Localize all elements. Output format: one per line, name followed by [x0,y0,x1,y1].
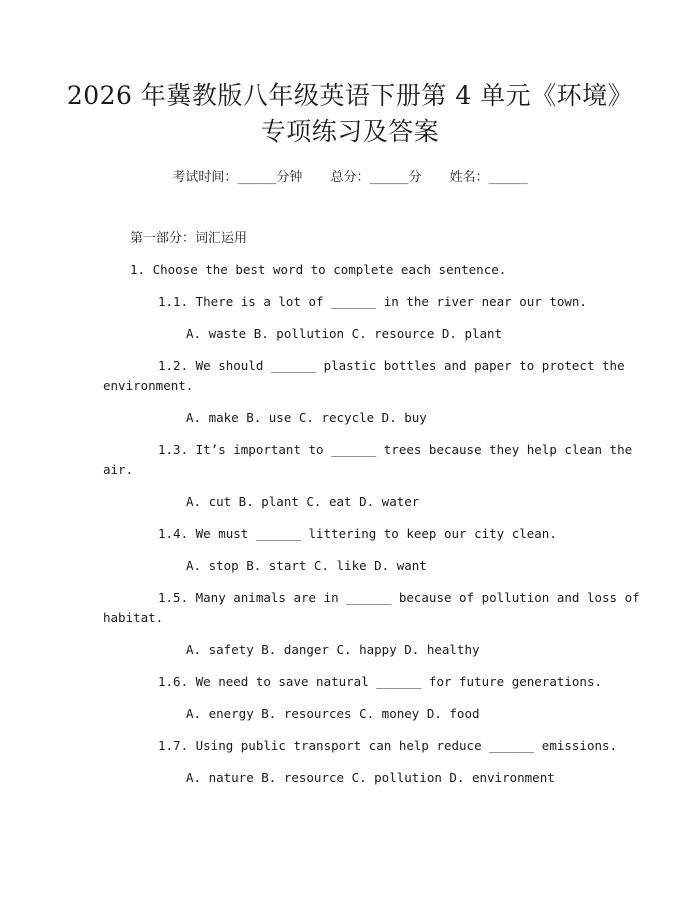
question-item-1-3: 1.3. It’s important to ______ trees because they help clean the [158,442,633,457]
question-item-1-2-continued: environment. [103,378,194,393]
exam-info-row [0,168,700,188]
question-item-1-4: 1.4. We must ______ littering to keep our city clean. [158,526,557,541]
question-item-1-2: 1.2. We should ______ plastic bottles and paper to protect the [158,358,625,373]
document-title: 2026 年冀教版八年级英语下册第 4 单元《环境》专项练习及答案 [66,81,634,146]
question-item-1-5-continued: habitat. [103,610,164,625]
question-options-1-1: A. waste B. pollution C. resource D. plant [186,326,503,341]
question-options-1-7: A. nature B. resource C. pollution D. environment [186,770,555,785]
total-score-field: 总分：______分 [330,170,422,185]
question-options-1-2: A. make B. use C. recycle D. buy [186,410,427,425]
question-item-1-6: 1.6. We need to save natural ______ for future generations. [158,674,603,689]
question-item-1-1: 1.1. There is a lot of ______ in the river near our town. [158,294,587,309]
question-options-1-6: A. energy B. resources C. money D. food [186,706,480,721]
student-name-field: 姓名：______ [449,170,528,185]
question-options-1-4: A. stop B. start C. like D. want [186,558,427,573]
question-item-1-7: 1.7. Using public transport can help reduce ______ emissions. [158,738,618,753]
question-options-1-5: A. safety B. danger C. happy D. healthy [186,642,480,657]
question-instruction: 1. Choose the best word to complete each sentence. [130,262,507,277]
section-heading: 第一部分：词汇运用 [130,231,248,246]
question-item-1-5: 1.5. Many animals are in ______ because of pollution and loss of [158,590,640,605]
exam-time-field: 考试时间：______分钟 [172,170,303,185]
question-options-1-3: A. cut B. plant C. eat D. water [186,494,420,509]
question-item-1-3-continued: air. [103,462,134,477]
